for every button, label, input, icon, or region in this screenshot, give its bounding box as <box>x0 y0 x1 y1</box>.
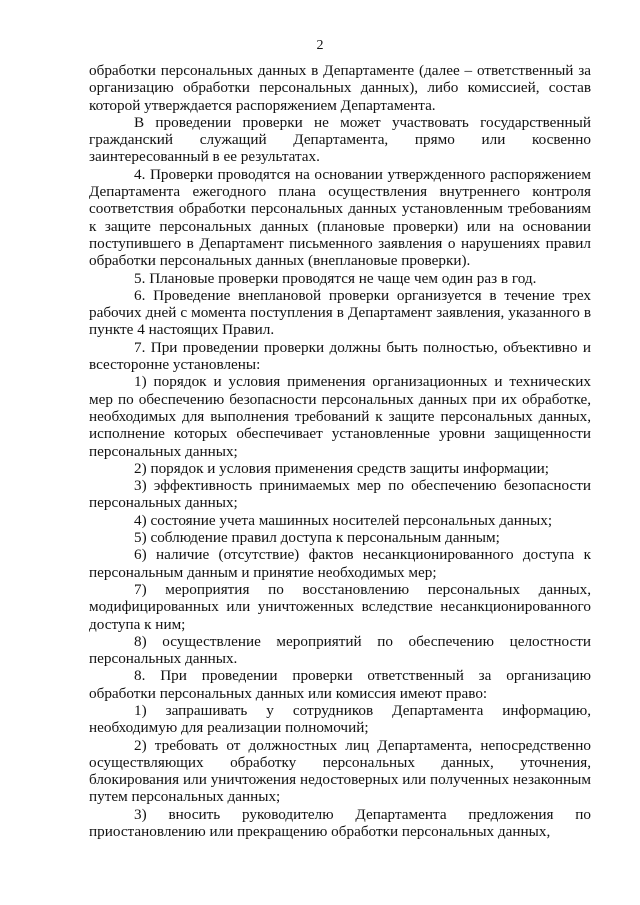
page-number: 2 <box>316 38 324 53</box>
subitem-8-3: 3) вносить руководителю Департамента предложения по приостановлению или прекращению обработки персональных данных, <box>89 805 591 841</box>
document-body <box>89 62 591 840</box>
paragraph-item-5: 5. Плановые проверки проводятся не чаще чем один раз в год. <box>134 269 537 287</box>
paragraph: В проведении проверки не может участвовать государственный гражданский служащий Департамента, прямо или косвенно заинтересованный в ее результатах. <box>89 113 591 166</box>
paragraph-item-8: 8. При проведении проверки ответственный за организацию обработки персональных данных или комиссия имеют право: <box>89 667 591 702</box>
paragraph-item-7: 7. При проведении проверки должны быть полностью, объективно и всесторонне установлены: <box>89 338 591 374</box>
subitem-7-8: 8) осуществление мероприятий по обеспечению целостности персональных данных. <box>89 632 591 668</box>
subitem-7-7: 7) мероприятия по восстановлению персональных данных, модифицированных или уничтоженных вследствие несанкционированного доступа к ним; <box>89 580 591 633</box>
subitem-8-2: 2) требовать от должностных лиц Департамента, непосредственно осуществляющих обработку персональных данных, уточнения, блокирования или уничтожения недостоверных или полученных незаконным путем персональных данных; <box>89 736 591 806</box>
subitem-7-3: 3) эффективность принимаемых мер по обеспечению безопасности персональных данных; <box>89 477 591 512</box>
paragraph-item-4: 4. Проверки проводятся на основании утвержденного распоряжением Департамента ежегодного плана осуществления внутреннего контроля соответствия обработки персональных данных установленным требованиям к защите персональных данных (плановые проверки) или на основании поступившего в Департамент письменного заявления о нарушениях правил обработки персональных данных (внеплановые проверки). <box>89 165 591 270</box>
subitem-7-6: 6) наличие (отсутствие) фактов несанкционированного доступа к персональным данным и принятие необходимых мер; <box>89 546 591 581</box>
subitem-8-1: 1) запрашивать у сотрудников Департамента информацию, необходимую для реализации полномочий; <box>89 701 591 737</box>
subitem-7-4: 4) состояние учета машинных носителей персональных данных; <box>134 511 553 529</box>
subitem-7-5: 5) соблюдение правил доступа к персональным данным; <box>134 529 500 547</box>
subitem-7-1: 1) порядок и условия применения организационных и технических мер по обеспечению безопасности персональных данных при их обработке, необходимых для выполнения требований к защите персональных данных, исполнение которых обеспечивает установленные уровни защищенности персональных данных; <box>89 373 591 460</box>
subitem-7-2: 2) порядок и условия применения средств защиты информации; <box>134 459 549 477</box>
paragraph-continuation: обработки персональных данных в Департаменте (далее – ответственный за организацию обработки персональных данных), либо комиссией, состав которой утверждается распоряжением Департамента. <box>89 62 591 114</box>
paragraph-item-6: 6. Проведение внеплановой проверки организуется в течение трех рабочих дней с момента поступления в Департамент заявления, указанного в пункте 4 настоящих Правил. <box>89 286 591 339</box>
